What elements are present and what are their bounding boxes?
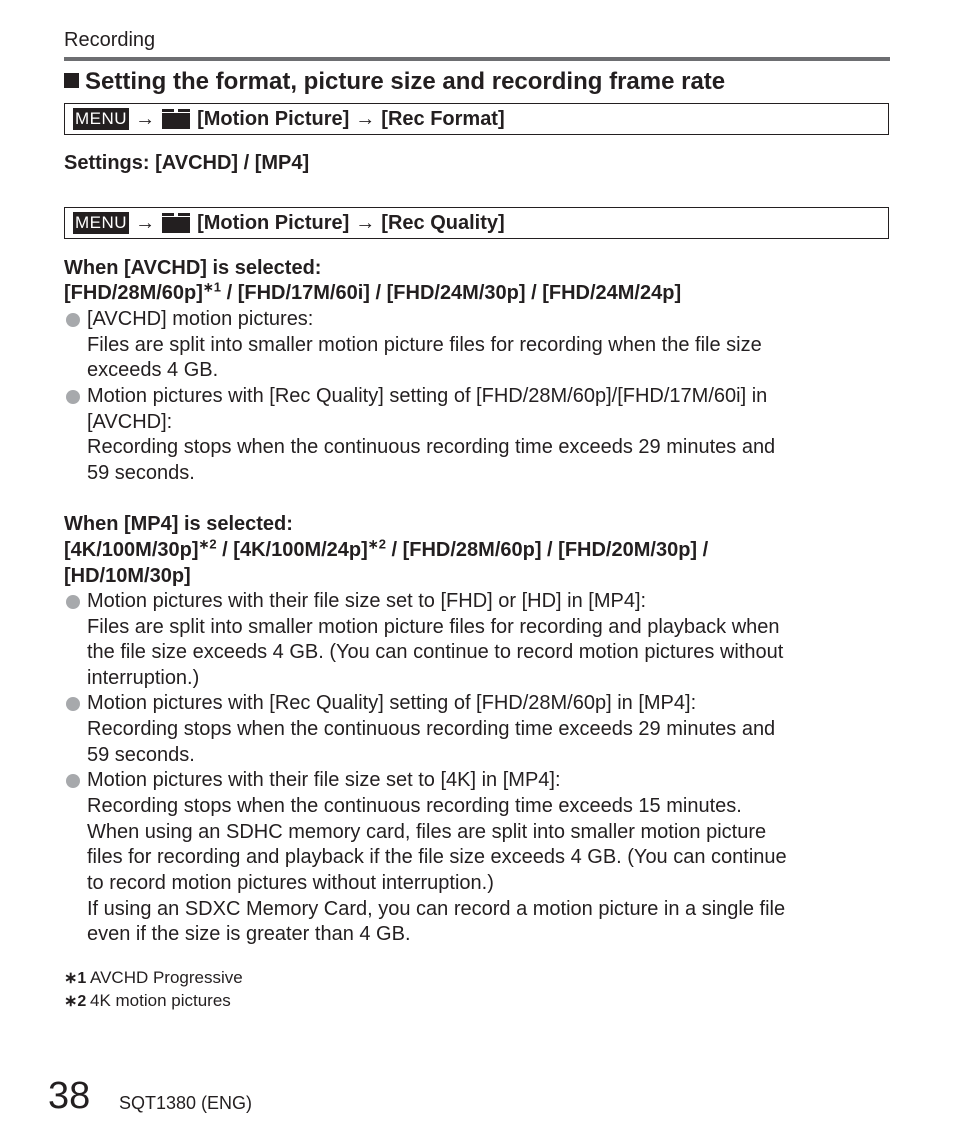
motion-picture-icon (161, 108, 191, 130)
list-item-text: 59 seconds. (87, 744, 195, 766)
mp4-options-cont: [HD/10M/30p] (64, 565, 191, 587)
menu-icon: MENU (75, 109, 128, 128)
footnote: ∗1 AVCHD Progressive (64, 968, 243, 987)
menu-target-rec-format: [Rec Format] (381, 107, 505, 130)
menu-item-motion-picture: [Motion Picture] (197, 211, 350, 234)
header-rule (64, 57, 890, 61)
list-item: Motion pictures with [Rec Quality] setting of [FHD/28M/60p]/[FHD/17M/60i] in (87, 385, 767, 408)
list-item-text: to record motion pictures without interruption.) (87, 872, 494, 894)
list-item-text: 59 seconds. (87, 462, 195, 484)
menu-path-rec-format (64, 103, 889, 135)
avchd-options: $[FHD/28M/60p]^{∗1} / [FHD/17M/60i] / [FHD/24M/30p] / [FHD/24M/24p]$ (64, 279, 682, 304)
bullet-icon (66, 313, 80, 327)
settings-line: Settings: [AVCHD] / [MP4] (64, 152, 310, 174)
list-item-text: Recording stops when the continuous recording time exceeds 15 minutes. (87, 795, 742, 817)
arrow-icon: → (355, 107, 376, 130)
footnote-mark: ∗2 (198, 536, 217, 552)
list-item-text: exceeds 4 GB. (87, 359, 219, 381)
bullet-icon (66, 390, 80, 404)
list-item-text: even if the size is greater than 4 GB. (87, 923, 411, 945)
list-item-text: [AVCHD]: (87, 411, 173, 433)
arrow-icon: → (355, 211, 376, 234)
list-item: [AVCHD] motion pictures: (87, 308, 313, 331)
list-item-text: Files are split into smaller motion picture files for recording and playback when (87, 616, 780, 638)
list-item: Motion pictures with their file size set to [4K] in [MP4]: (87, 769, 561, 792)
list-item-text: When using an SDHC memory card, files are split into smaller motion picture (87, 821, 767, 843)
footnote-mark: ∗1 (202, 279, 222, 295)
heading-text: Setting the format, picture size and recording frame rate (85, 68, 726, 95)
bullet-icon (66, 595, 80, 609)
list-item: Motion pictures with [Rec Quality] setting of [FHD/28M/60p] in [MP4]: (87, 692, 696, 715)
list-item-text: Files are split into smaller motion picture files for recording when the file size (87, 334, 762, 356)
page-heading (64, 68, 725, 96)
bullet-icon (66, 774, 80, 788)
page-number: 38 (48, 1075, 91, 1117)
square-bullet-icon (64, 73, 79, 88)
list-item-text: the file size exceeds 4 GB. (You can continue to record motion pictures without (87, 641, 784, 663)
footnote-mark: ∗1 (64, 970, 87, 987)
document-code: SQT1380 (ENG) (119, 1093, 253, 1113)
menu-item-motion-picture: [Motion Picture] (197, 107, 350, 130)
section-label: Recording (64, 29, 156, 51)
avchd-title: When [AVCHD] is selected: (64, 257, 322, 279)
menu-path-rec-quality (64, 207, 889, 239)
mp4-options: $[4K/100M/30p]^{∗2} / [4K/100M/24p]^{∗2} / [FHD/28M/60p] / [FHD/20M/30p]$ / (64, 536, 709, 561)
menu-target-rec-quality: [Rec Quality] (381, 211, 505, 234)
list-item-text: interruption.) (87, 667, 200, 689)
arrow-icon: → (135, 107, 156, 130)
footnote: ∗2 4K motion pictures (64, 991, 231, 1010)
footnote-mark: ∗2 (64, 993, 87, 1010)
list-item-text: Recording stops when the continuous recording time exceeds 29 minutes and (87, 436, 776, 458)
motion-picture-icon (161, 212, 191, 234)
list-item-text: Recording stops when the continuous recording time exceeds 29 minutes and (87, 718, 776, 740)
menu-icon: MENU (75, 213, 128, 232)
mp4-title: When [MP4] is selected: (64, 513, 293, 535)
list-item-text: files for recording and playback if the file size exceeds 4 GB. (You can continue (87, 846, 787, 868)
bullet-icon (66, 697, 80, 711)
list-item-text: If using an SDXC Memory Card, you can record a motion picture in a single file (87, 898, 786, 920)
list-item: Motion pictures with their file size set to [FHD] or [HD] in [MP4]: (87, 590, 646, 613)
arrow-icon: → (135, 211, 156, 234)
footnote-mark: ∗2 (367, 536, 386, 552)
